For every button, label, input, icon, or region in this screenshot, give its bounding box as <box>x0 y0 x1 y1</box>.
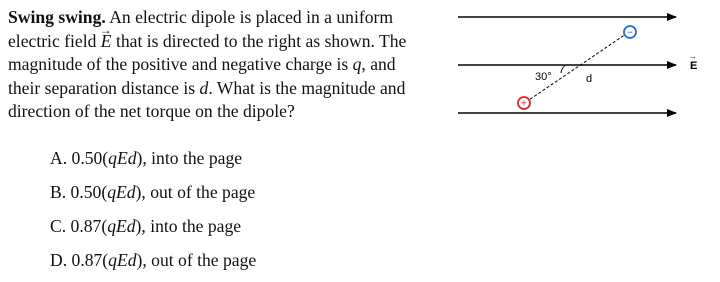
question-line-2: electric field → E that is directed to the right as shown. The <box>8 30 440 54</box>
question-text <box>8 6 440 124</box>
question-line-4: their separation distance is d. What is the magnitude and <box>8 77 406 98</box>
angle-label: 30° <box>535 71 552 83</box>
dipole-figure <box>440 0 710 140</box>
question-title: Swing swing. <box>8 7 106 27</box>
distance-symbol: d <box>199 77 209 98</box>
question-line-1: Swing swing. An electric dipole is placed in a uniform <box>8 7 394 27</box>
answer-options <box>50 144 256 280</box>
option-b[interactable]: B. 0.50(qEd), out of the page <box>50 182 256 202</box>
question-line-5: direction of the net torque on the dipole? <box>8 101 295 121</box>
svg-text:+: + <box>521 98 527 110</box>
option-d[interactable]: D. 0.87(qEd), out of the page <box>50 250 257 270</box>
field-label: E <box>690 60 698 72</box>
distance-label: d <box>586 73 593 85</box>
field-label-arrow: → <box>689 52 697 61</box>
svg-text:−: − <box>627 27 633 39</box>
question-line-3: magnitude of the positive and negative charge is q, and <box>8 54 396 74</box>
option-c[interactable]: C. 0.87(qEd), into the page <box>50 216 242 236</box>
option-a[interactable]: A. 0.50(qEd), into the page <box>50 148 243 168</box>
charge-symbol: q <box>352 54 362 74</box>
negative-charge-icon <box>624 26 636 39</box>
positive-charge-icon <box>518 97 530 110</box>
field-vector-symbol: → E <box>101 30 112 54</box>
angle-arc <box>561 65 566 73</box>
dipole-axis-line <box>526 34 626 102</box>
